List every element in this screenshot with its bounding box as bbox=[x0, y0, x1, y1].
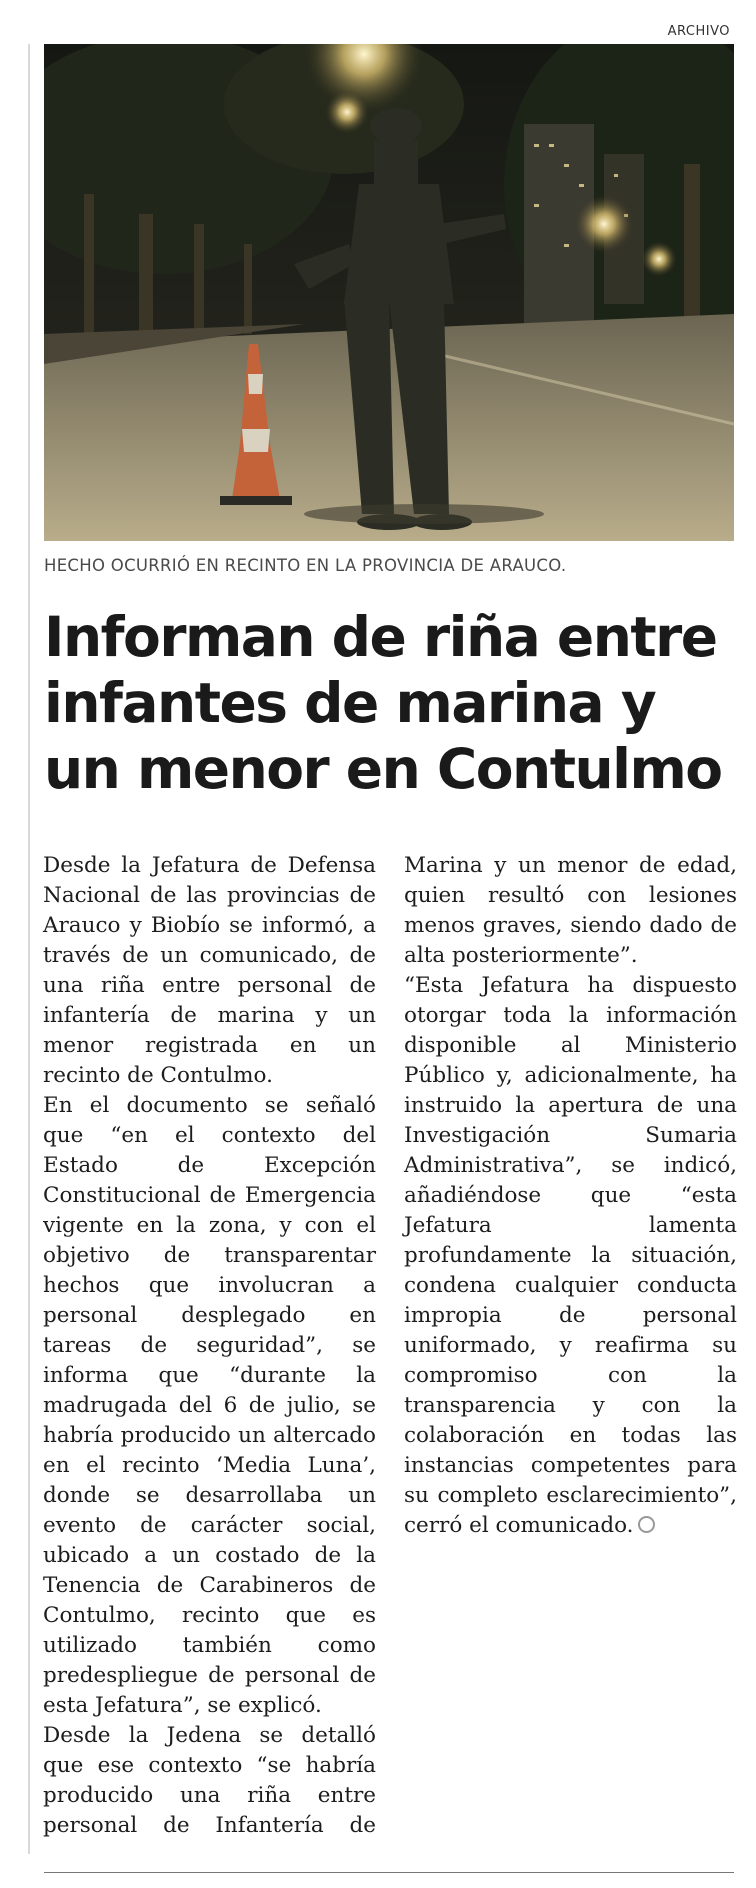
headline-line: infantes de marina y bbox=[44, 671, 656, 735]
photo-credit: ARCHIVO bbox=[667, 24, 730, 39]
article-paragraph: Desde la Jefatura de Defensa Nacional de las provincias de Arauco y Biobío se informó, a través de un comunicado, de una riña entre personal de infantería de marina y un menor registrada en un recinto de Contulmo. bbox=[43, 853, 376, 1088]
column-divider-line bbox=[28, 44, 30, 1854]
article-photo bbox=[44, 44, 734, 541]
headline-line: Informan de riña entre bbox=[44, 605, 717, 669]
end-of-article-icon bbox=[638, 1516, 655, 1533]
article-headline bbox=[44, 604, 744, 802]
headline-line: un menor en Contulmo bbox=[44, 737, 722, 801]
article-body bbox=[43, 851, 737, 1851]
bottom-divider-line bbox=[44, 1872, 734, 1873]
night-street-soldier-illustration bbox=[44, 44, 734, 541]
photo-caption: HECHO OCURRIÓ EN RECINTO EN LA PROVINCIA DE ARAUCO. bbox=[44, 556, 567, 575]
article-paragraph-last bbox=[404, 971, 737, 1541]
article-paragraph-text: “Esta Jefatura ha dispuesto otorgar toda la información disponible al Ministerio Público y, adicionalmente, ha instruido la apertura de una Investigación Sumaria Administrativa”, se indicó, añadiéndose que “esta Jefatura lamenta profundamente la situación, condena cualquier conducta impropia de personal uniformado, y reafirma su compromiso con la transparencia y con la colaboración en todas las instancias competentes para su completo esclarecimiento”, cerró el comunicado. bbox=[404, 973, 737, 1538]
article-paragraph: En el documento se señaló que “en el contexto del Estado de Excepción Constitucional de Emergencia vigente en la zona, y con el objetivo de transparentar hechos que involucran a personal desplegado en tareas de seguridad”, se informa que “durante la madrugada del 6 de julio, se habría producido un altercado en el recinto ‘Media Luna’, donde se desarrollaba un evento de carácter social, ubicado a un costado de la Tenencia de Carabineros de Contulmo, recinto que es utilizado también como predespliegue de personal de esta Jefatura”, se explicó. bbox=[43, 1093, 376, 1718]
article-paragraph: Desde la Jedena se detalló que ese contexto “se habría producido una riña entre personal de Infantería de Marina y un menor de edad, quien resultó con lesiones menos graves, siendo dado de alta posteriormente”. bbox=[43, 853, 737, 1838]
